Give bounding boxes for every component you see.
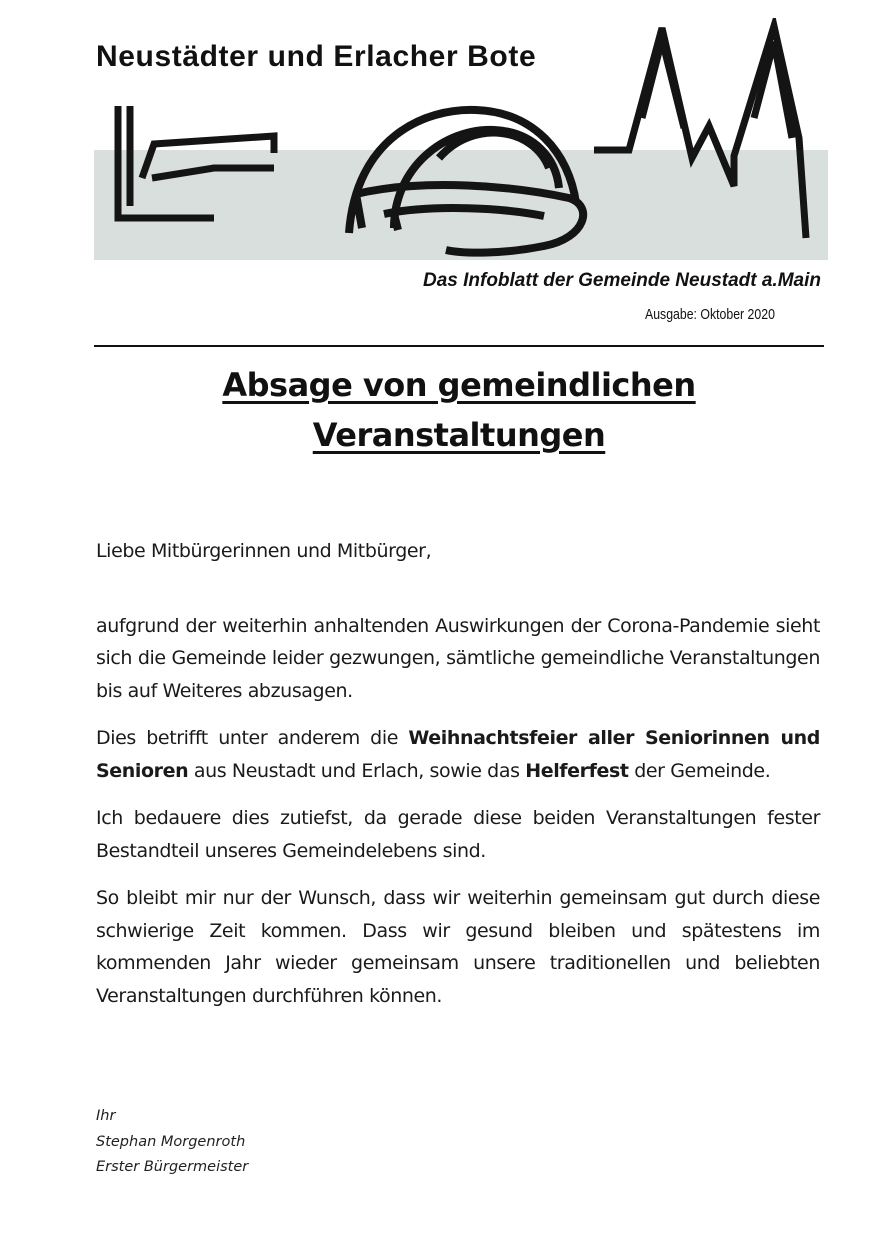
masthead-title: Neustädter und Erlacher Bote	[96, 40, 537, 73]
paragraph-2-text-b: aus Neustadt und Erlach, sowie das	[188, 759, 526, 782]
article-headline	[94, 360, 824, 460]
paragraph-2	[96, 722, 820, 787]
letter-body	[96, 535, 820, 1027]
paragraph-2-text-c: der Gemeinde.	[628, 759, 771, 782]
salutation: Liebe Mitbürgerinnen und Mitbürger,	[96, 540, 432, 562]
paragraph-3: Ich bedauere dies zutiefst, da gerade diese beiden Veranstaltungen fester Bestandteil unseres Gemeindelebens sind.	[96, 807, 820, 862]
paragraph-2-bold-helferfest: Helferfest	[525, 759, 629, 782]
paragraph-2-bold-event: Weihnachtsfeier aller Seniorinnen und Senioren	[96, 727, 820, 782]
headline-line-1: Absage von gemeindlichen	[222, 366, 696, 404]
header-divider	[94, 345, 824, 347]
signature-block	[96, 1104, 248, 1181]
masthead-subtitle: Das Infoblatt der Gemeinde Neustadt a.Main	[422, 270, 821, 291]
signature-name: Stephan Morgenroth	[96, 1133, 246, 1150]
signature-role: Erster Bürgermeister	[96, 1159, 249, 1175]
paragraph-4: So bleibt mir nur der Wunsch, dass wir weiterhin gemeinsam gut durch diese schwierige Zeit kommen. Dass wir gesund bleiben und spätestens im kommenden Jahr wieder gemeinsam unsere traditionellen und beliebten Veranstaltungen durchführen können.	[96, 887, 820, 1007]
headline-line-2: Veranstaltungen	[312, 416, 606, 454]
paragraph-1: aufgrund der weiterhin anhaltenden Auswirkungen der Corona-Pandemie sieht sich die Gemeinde leider gezwungen, sämtliche gemeindliche Veranstaltungen bis auf Weiteres abzusagen.	[96, 614, 820, 702]
paragraph-2-text-a: Dies betrifft unter anderem die	[96, 727, 409, 749]
signature-closing: Ihr	[96, 1108, 116, 1124]
issue-date: Ausgabe: Oktober 2020	[645, 306, 775, 323]
